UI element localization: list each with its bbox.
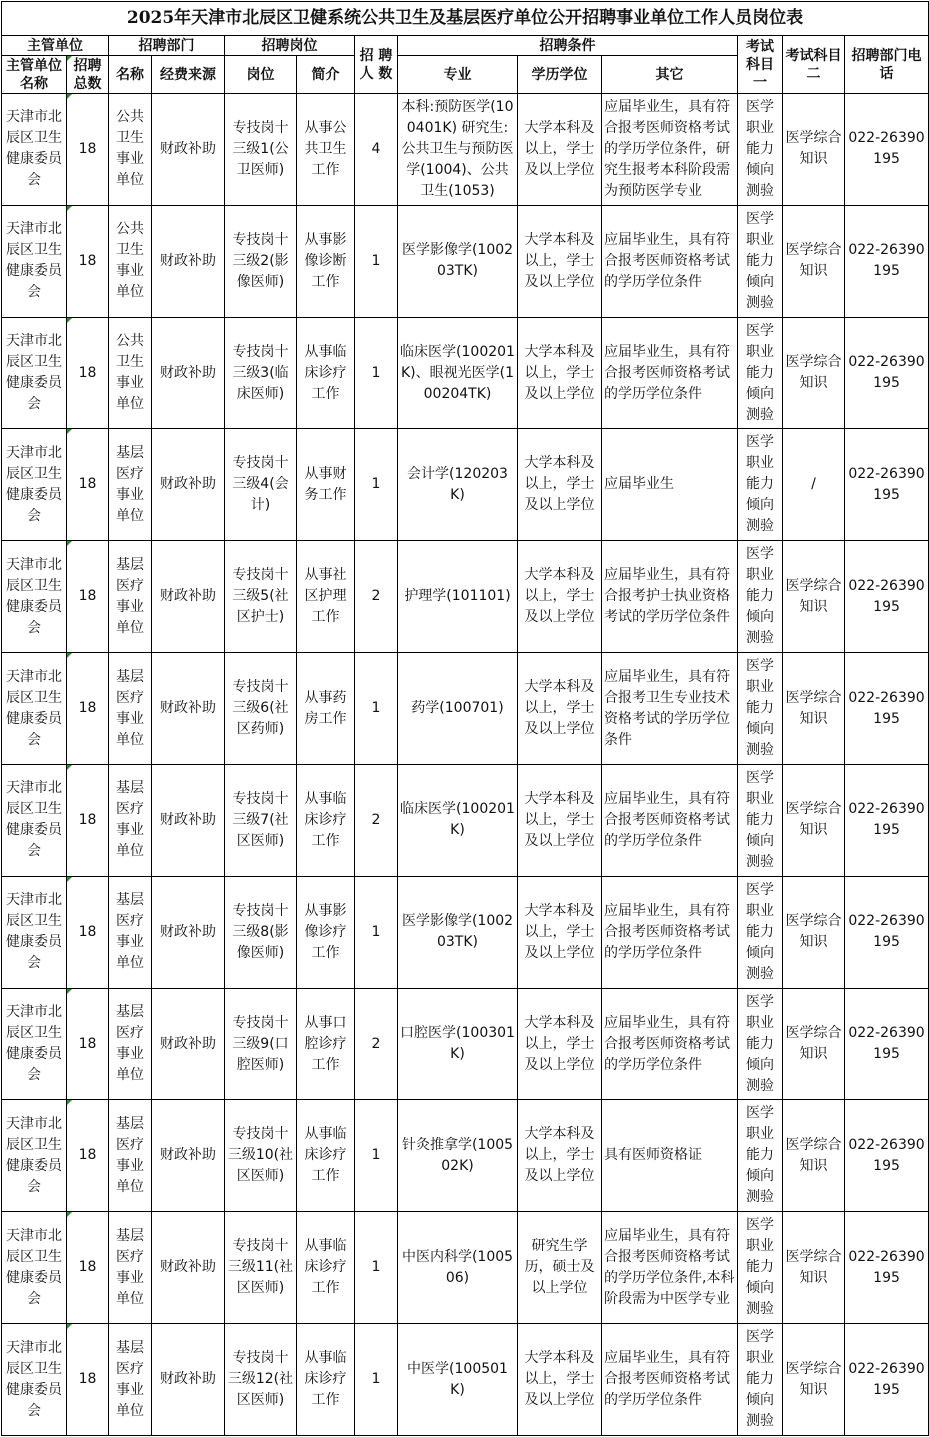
department-cell: 基层医疗事业单位 bbox=[109, 876, 152, 988]
header-degree: 学历学位 bbox=[518, 56, 602, 94]
post-cell: 专技岗十三级3(临床医师) bbox=[225, 317, 297, 429]
department-cell: 基层医疗事业单位 bbox=[109, 1212, 152, 1324]
total-cell: 18 bbox=[67, 205, 109, 317]
header-total: 招聘总数 bbox=[67, 56, 109, 94]
header-headcount: 招 聘 人 数 bbox=[355, 36, 398, 94]
headcount-cell: 1 bbox=[355, 876, 398, 988]
phone-cell: 022-26390195 bbox=[845, 205, 929, 317]
table-row bbox=[2, 1212, 929, 1324]
funding-cell: 财政补助 bbox=[152, 429, 225, 541]
headcount-cell: 1 bbox=[355, 1212, 398, 1324]
post-cell: 专技岗十三级10(社区医师) bbox=[225, 1100, 297, 1212]
post-cell: 专技岗十三级7(社区医师) bbox=[225, 764, 297, 876]
supervisor-cell: 天津市北辰区卫生健康委员会 bbox=[2, 1324, 67, 1436]
exam1-cell: 医学职业能力倾向测验 bbox=[738, 1324, 783, 1436]
major-cell: 临床医学(100201K) bbox=[398, 764, 518, 876]
supervisor-cell: 天津市北辰区卫生健康委员会 bbox=[2, 429, 67, 541]
exam1-cell: 医学职业能力倾向测验 bbox=[738, 94, 783, 206]
exam2-cell: 医学综合知识 bbox=[783, 988, 845, 1100]
table-row bbox=[2, 1100, 929, 1212]
funding-cell: 财政补助 bbox=[152, 988, 225, 1100]
table-body bbox=[2, 94, 929, 1436]
degree-cell: 大学本科及以上，学士及以上学位 bbox=[518, 988, 602, 1100]
exam2-cell: 医学综合知识 bbox=[783, 764, 845, 876]
supervisor-cell: 天津市北辰区卫生健康委员会 bbox=[2, 94, 67, 206]
department-cell: 公共卫生事业单位 bbox=[109, 94, 152, 206]
post-cell: 专技岗十三级5(社区护士) bbox=[225, 541, 297, 653]
other-cell: 应届毕业生，具有符合报考医师资格考试的学历学位条件 bbox=[602, 988, 738, 1100]
funding-cell: 财政补助 bbox=[152, 1212, 225, 1324]
degree-cell: 大学本科及以上，学士及以上学位 bbox=[518, 653, 602, 765]
exam2-cell: 医学综合知识 bbox=[783, 94, 845, 206]
other-cell: 应届毕业生，具有符合报考卫生专业技术资格考试的学历学位条件 bbox=[602, 653, 738, 765]
other-cell: 应届毕业生，具有符合报考医师资格考试的学历学位条件 bbox=[602, 1324, 738, 1436]
table-row bbox=[2, 653, 929, 765]
degree-cell: 大学本科及以上，学士及以上学位 bbox=[518, 876, 602, 988]
header-major: 专业 bbox=[398, 56, 518, 94]
other-cell: 应届毕业生，具有符合报考医师资格考试的学历学位条件 bbox=[602, 876, 738, 988]
funding-cell: 财政补助 bbox=[152, 764, 225, 876]
table-row bbox=[2, 429, 929, 541]
phone-cell: 022-26390195 bbox=[845, 429, 929, 541]
intro-cell: 从事公共卫生工作 bbox=[297, 94, 355, 206]
intro-cell: 从事财务工作 bbox=[297, 429, 355, 541]
department-cell: 基层医疗事业单位 bbox=[109, 429, 152, 541]
exam2-cell: 医学综合知识 bbox=[783, 205, 845, 317]
department-cell: 基层医疗事业单位 bbox=[109, 1324, 152, 1436]
total-cell: 18 bbox=[67, 988, 109, 1100]
headcount-cell: 2 bbox=[355, 764, 398, 876]
headcount-cell: 2 bbox=[355, 541, 398, 653]
exam2-cell: 医学综合知识 bbox=[783, 1100, 845, 1212]
major-cell: 医学影像学(100203TK) bbox=[398, 205, 518, 317]
exam1-cell: 医学职业能力倾向测验 bbox=[738, 764, 783, 876]
department-cell: 公共卫生事业单位 bbox=[109, 317, 152, 429]
exam1-cell: 医学职业能力倾向测验 bbox=[738, 1100, 783, 1212]
exam1-cell: 医学职业能力倾向测验 bbox=[738, 876, 783, 988]
table-row bbox=[2, 988, 929, 1100]
headcount-cell: 1 bbox=[355, 317, 398, 429]
header-other: 其它 bbox=[602, 56, 738, 94]
total-cell: 18 bbox=[67, 876, 109, 988]
degree-cell: 大学本科及以上，学士及以上学位 bbox=[518, 1100, 602, 1212]
department-cell: 基层医疗事业单位 bbox=[109, 988, 152, 1100]
header-exam2: 考试科目二 bbox=[783, 36, 845, 94]
exam1-cell: 医学职业能力倾向测验 bbox=[738, 429, 783, 541]
phone-cell: 022-26390195 bbox=[845, 94, 929, 206]
table-row bbox=[2, 876, 929, 988]
degree-cell: 大学本科及以上，学士及以上学位 bbox=[518, 94, 602, 206]
exam1-cell: 医学职业能力倾向测验 bbox=[738, 541, 783, 653]
header-post: 岗位 bbox=[225, 56, 297, 94]
total-cell: 18 bbox=[67, 1324, 109, 1436]
header-intro: 简介 bbox=[297, 56, 355, 94]
table-row bbox=[2, 541, 929, 653]
header-supervisor-name: 主管单位名称 bbox=[2, 56, 67, 94]
major-cell: 护理学(101101) bbox=[398, 541, 518, 653]
total-cell: 18 bbox=[67, 764, 109, 876]
post-cell: 专技岗十三级12(社区医师) bbox=[225, 1324, 297, 1436]
page-title: 2025年天津市北辰区卫健系统公共卫生及基层医疗单位公开招聘事业单位工作人员岗位表 bbox=[2, 2, 929, 36]
supervisor-cell: 天津市北辰区卫生健康委员会 bbox=[2, 1212, 67, 1324]
intro-cell: 从事临床诊疗工作 bbox=[297, 764, 355, 876]
other-cell: 应届毕业生，具有符合报考医师资格考试的学历学位条件,本科阶段需为中医学专业 bbox=[602, 1212, 738, 1324]
exam2-cell: / bbox=[783, 429, 845, 541]
header-department: 招聘部门 bbox=[109, 36, 225, 56]
total-cell: 18 bbox=[67, 653, 109, 765]
major-cell: 中医学(100501K) bbox=[398, 1324, 518, 1436]
intro-cell: 从事口腔诊疗工作 bbox=[297, 988, 355, 1100]
major-cell: 会计学(120203K) bbox=[398, 429, 518, 541]
degree-cell: 大学本科及以上，学士及以上学位 bbox=[518, 1324, 602, 1436]
department-cell: 基层医疗事业单位 bbox=[109, 1100, 152, 1212]
intro-cell: 从事药房工作 bbox=[297, 653, 355, 765]
table-row bbox=[2, 1324, 929, 1436]
total-cell: 18 bbox=[67, 1100, 109, 1212]
major-cell: 药学(100701) bbox=[398, 653, 518, 765]
post-cell: 专技岗十三级8(影像医师) bbox=[225, 876, 297, 988]
post-cell: 专技岗十三级11(社区医师) bbox=[225, 1212, 297, 1324]
exam2-cell: 医学综合知识 bbox=[783, 317, 845, 429]
department-cell: 基层医疗事业单位 bbox=[109, 541, 152, 653]
header-dept-name: 名称 bbox=[109, 56, 152, 94]
total-cell: 18 bbox=[67, 317, 109, 429]
supervisor-cell: 天津市北辰区卫生健康委员会 bbox=[2, 317, 67, 429]
table-row bbox=[2, 94, 929, 206]
exam2-cell: 医学综合知识 bbox=[783, 876, 845, 988]
funding-cell: 财政补助 bbox=[152, 876, 225, 988]
other-cell: 应届毕业生，具有符合报考护士执业资格考试的学历学位条件 bbox=[602, 541, 738, 653]
headcount-cell: 2 bbox=[355, 988, 398, 1100]
total-cell: 18 bbox=[67, 94, 109, 206]
header-supervisor: 主管单位 bbox=[2, 36, 109, 56]
table-row bbox=[2, 205, 929, 317]
major-cell: 临床医学(100201K)、眼视光医学(100204TK) bbox=[398, 317, 518, 429]
department-cell: 公共卫生事业单位 bbox=[109, 205, 152, 317]
post-cell: 专技岗十三级6(社区药师) bbox=[225, 653, 297, 765]
header-position: 招聘岗位 bbox=[225, 36, 355, 56]
exam1-cell: 医学职业能力倾向测验 bbox=[738, 988, 783, 1100]
other-cell: 应届毕业生，具有符合报考医师资格考试的学历学位条件 bbox=[602, 317, 738, 429]
funding-cell: 财政补助 bbox=[152, 1100, 225, 1212]
headcount-cell: 1 bbox=[355, 1100, 398, 1212]
department-cell: 基层医疗事业单位 bbox=[109, 764, 152, 876]
major-cell: 针灸推拿学(100502K) bbox=[398, 1100, 518, 1212]
funding-cell: 财政补助 bbox=[152, 94, 225, 206]
other-cell: 应届毕业生，具有符合报考医师资格考试的学历学位条件 bbox=[602, 205, 738, 317]
supervisor-cell: 天津市北辰区卫生健康委员会 bbox=[2, 764, 67, 876]
intro-cell: 从事临床诊疗工作 bbox=[297, 317, 355, 429]
intro-cell: 从事社区护理工作 bbox=[297, 541, 355, 653]
exam2-cell: 医学综合知识 bbox=[783, 1324, 845, 1436]
header-conditions: 招聘条件 bbox=[398, 36, 738, 56]
phone-cell: 022-26390195 bbox=[845, 1324, 929, 1436]
other-cell: 应届毕业生，具有符合报考医师资格考试的学历学位条件，研究生报考本科阶段需为预防医学专业 bbox=[602, 94, 738, 206]
degree-cell: 大学本科及以上，学士及以上学位 bbox=[518, 205, 602, 317]
major-cell: 医学影像学(100203TK) bbox=[398, 876, 518, 988]
exam2-cell: 医学综合知识 bbox=[783, 541, 845, 653]
major-cell: 本科:预防医学(100401K) 研究生: 公共卫生与预防医学(1004)、公共卫生(1053) bbox=[398, 94, 518, 206]
phone-cell: 022-26390195 bbox=[845, 876, 929, 988]
phone-cell: 022-26390195 bbox=[845, 988, 929, 1100]
supervisor-cell: 天津市北辰区卫生健康委员会 bbox=[2, 1100, 67, 1212]
degree-cell: 大学本科及以上，学士及以上学位 bbox=[518, 764, 602, 876]
funding-cell: 财政补助 bbox=[152, 205, 225, 317]
table-row bbox=[2, 764, 929, 876]
supervisor-cell: 天津市北辰区卫生健康委员会 bbox=[2, 205, 67, 317]
headcount-cell: 1 bbox=[355, 653, 398, 765]
funding-cell: 财政补助 bbox=[152, 653, 225, 765]
intro-cell: 从事临床诊疗工作 bbox=[297, 1100, 355, 1212]
phone-cell: 022-26390195 bbox=[845, 764, 929, 876]
post-cell: 专技岗十三级4(会计) bbox=[225, 429, 297, 541]
header-phone: 招聘部门电话 bbox=[845, 36, 929, 94]
degree-cell: 研究生学历，硕士及以上学位 bbox=[518, 1212, 602, 1324]
major-cell: 中医内科学(100506) bbox=[398, 1212, 518, 1324]
headcount-cell: 1 bbox=[355, 205, 398, 317]
other-cell: 具有医师资格证 bbox=[602, 1100, 738, 1212]
headcount-cell: 1 bbox=[355, 1324, 398, 1436]
total-cell: 18 bbox=[67, 429, 109, 541]
intro-cell: 从事临床诊疗工作 bbox=[297, 1324, 355, 1436]
header-exam1: 考试科目一 bbox=[738, 36, 783, 94]
exam1-cell: 医学职业能力倾向测验 bbox=[738, 653, 783, 765]
header-funding: 经费来源 bbox=[152, 56, 225, 94]
intro-cell: 从事临床诊疗工作 bbox=[297, 1212, 355, 1324]
intro-cell: 从事影像诊疗工作 bbox=[297, 876, 355, 988]
headcount-cell: 1 bbox=[355, 429, 398, 541]
recruitment-table bbox=[1, 1, 929, 1436]
total-cell: 18 bbox=[67, 541, 109, 653]
supervisor-cell: 天津市北辰区卫生健康委员会 bbox=[2, 988, 67, 1100]
funding-cell: 财政补助 bbox=[152, 317, 225, 429]
phone-cell: 022-26390195 bbox=[845, 1212, 929, 1324]
post-cell: 专技岗十三级9(口腔医师) bbox=[225, 988, 297, 1100]
exam1-cell: 医学职业能力倾向测验 bbox=[738, 205, 783, 317]
exam1-cell: 医学职业能力倾向测验 bbox=[738, 317, 783, 429]
exam1-cell: 医学职业能力倾向测验 bbox=[738, 1212, 783, 1324]
headcount-cell: 4 bbox=[355, 94, 398, 206]
funding-cell: 财政补助 bbox=[152, 541, 225, 653]
exam2-cell: 医学综合知识 bbox=[783, 1212, 845, 1324]
degree-cell: 大学本科及以上，学士及以上学位 bbox=[518, 317, 602, 429]
supervisor-cell: 天津市北辰区卫生健康委员会 bbox=[2, 653, 67, 765]
degree-cell: 大学本科及以上，学士及以上学位 bbox=[518, 429, 602, 541]
other-cell: 应届毕业生 bbox=[602, 429, 738, 541]
phone-cell: 022-26390195 bbox=[845, 317, 929, 429]
phone-cell: 022-26390195 bbox=[845, 1100, 929, 1212]
post-cell: 专技岗十三级2(影像医师) bbox=[225, 205, 297, 317]
funding-cell: 财政补助 bbox=[152, 1324, 225, 1436]
degree-cell: 大学本科及以上，学士及以上学位 bbox=[518, 541, 602, 653]
table-row bbox=[2, 317, 929, 429]
supervisor-cell: 天津市北辰区卫生健康委员会 bbox=[2, 541, 67, 653]
phone-cell: 022-26390195 bbox=[845, 541, 929, 653]
phone-cell: 022-26390195 bbox=[845, 653, 929, 765]
total-cell: 18 bbox=[67, 1212, 109, 1324]
post-cell: 专技岗十三级1(公卫医师) bbox=[225, 94, 297, 206]
major-cell: 口腔医学(100301K) bbox=[398, 988, 518, 1100]
other-cell: 应届毕业生，具有符合报考医师资格考试的学历学位条件 bbox=[602, 764, 738, 876]
department-cell: 基层医疗事业单位 bbox=[109, 653, 152, 765]
exam2-cell: 医学综合知识 bbox=[783, 653, 845, 765]
supervisor-cell: 天津市北辰区卫生健康委员会 bbox=[2, 876, 67, 988]
intro-cell: 从事影像诊断工作 bbox=[297, 205, 355, 317]
